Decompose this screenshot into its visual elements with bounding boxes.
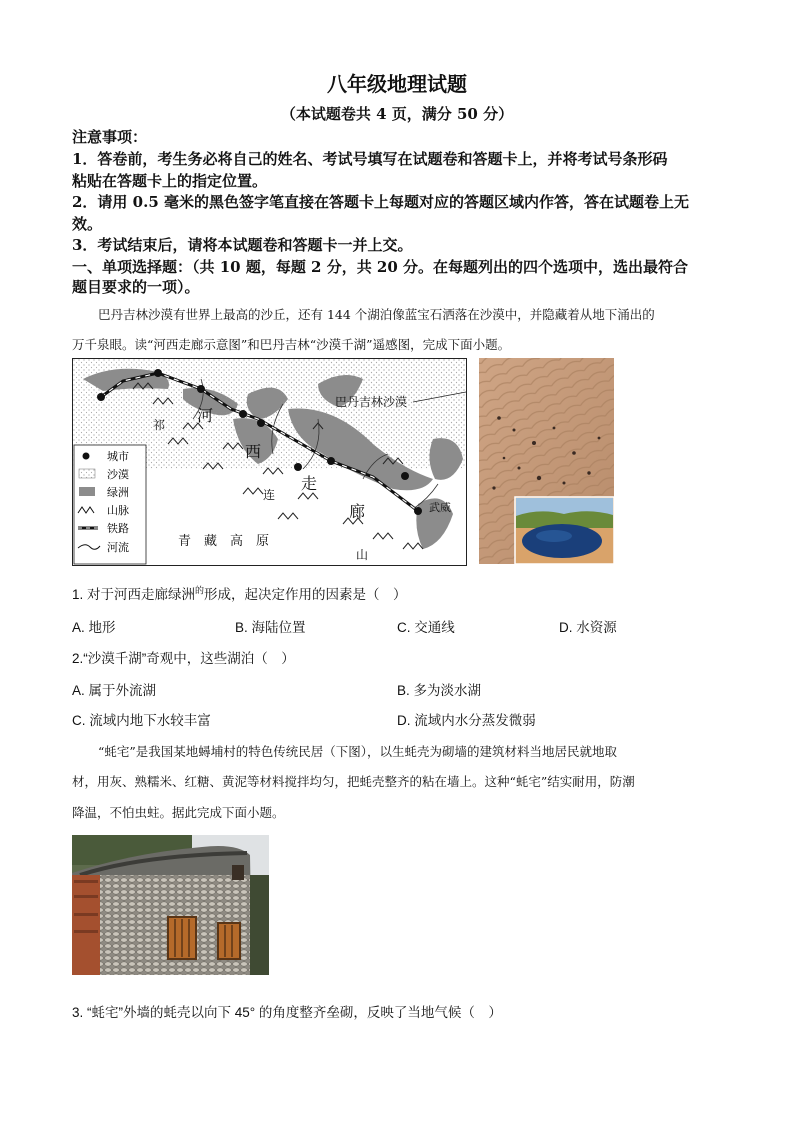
house-window-right	[218, 923, 240, 959]
qilian-char-3: 山	[356, 548, 369, 562]
legend-city: 城市	[107, 450, 129, 463]
legend-desert-symbol	[79, 469, 95, 478]
page-subtitle: （本试题卷共 4 页，满分 50 分）	[280, 105, 514, 123]
notice-item-2-line-2: 效。	[72, 215, 103, 233]
q2-option-d[interactable]: D. 流域内水分蒸发微弱	[397, 713, 536, 728]
q1-option-c[interactable]: C. 交通线	[397, 620, 455, 635]
lake-inset-photo	[515, 497, 614, 564]
legend-oasis: 绿洲	[107, 486, 129, 499]
passage-2-line-1: “蚝宅”是我国某地蟳埔村的特色传统民居（下图），以生蚝壳为砌墙的建筑材料当地居民就地取	[98, 744, 618, 759]
q1-option-b[interactable]: B. 海陆位置	[235, 620, 306, 635]
q2-option-a[interactable]: A. 属于外流湖	[72, 683, 157, 698]
legend-mountain: 山脉	[107, 504, 129, 517]
qilian-char-2: 连	[263, 488, 276, 502]
legend-railway: 铁路	[107, 522, 129, 535]
notice-item-2-line-1: 2．请用 0.5 毫米的黑色签字笔直接在答题卡上每题对应的答题区域内作答，答在试题卷上无	[72, 193, 689, 211]
legend-river: 河流	[107, 541, 129, 554]
notice-heading: 注意事项：	[72, 128, 148, 146]
section-heading-line-2: 题目要求的一项）。	[72, 278, 200, 296]
legend-city-symbol	[83, 453, 90, 460]
plateau-label: 青 藏 高 原	[178, 534, 270, 549]
q2-option-b[interactable]: B. 多为淡水湖	[397, 683, 482, 698]
hexi-corridor-map	[72, 358, 467, 566]
notice-item-1-line-2: 粘贴在答题卡上的指定位置。	[72, 172, 268, 190]
notice-item-1-line-1: 1．答卷前，考生务必将自己的姓名、考试号填写在试题卷和答题卡上，并将考试号条形码	[72, 150, 668, 168]
question-3-stem: 3. “蚝宅”外墙的蚝壳以向下 45° 的角度整齐垒砌，反映了当地气候（ ）	[72, 1005, 502, 1020]
passage-2-line-3: 降温，不怕虫蛀。据此完成下面小题。	[72, 805, 285, 820]
q1-option-d[interactable]: D. 水资源	[559, 620, 617, 635]
passage-2-line-2: 材，用灰、熟糯米、红糖、黄泥等材料搅拌均匀，把蚝壳整齐的粘在墙上。这种“蚝宅”结实耐用，防潮	[72, 774, 635, 789]
question-1-stem: 1. 对于河西走廊绿洲$^的$形成，起决定作用的因素是（ ）	[72, 585, 407, 602]
passage-1-line-2: 万千泉眼。读“河西走廊示意图”和巴丹吉林“沙漠千湖”遥感图，完成下面小题。	[72, 337, 511, 352]
oyster-shell-house-photo	[72, 835, 269, 975]
qilian-char-1: 祁	[153, 418, 166, 432]
desert-label: 巴丹吉林沙漠	[335, 395, 408, 409]
q2-option-c[interactable]: C. 流域内地下水较丰富	[72, 713, 211, 728]
corridor-char-2: 西	[245, 442, 262, 461]
corridor-char-3: 走	[301, 474, 318, 493]
question-2-stem: 2.“沙漠千湖”奇观中，这些湖泊（ ）	[72, 651, 295, 666]
section-heading-line-1: 一、单项选择题：（共 10 题，每题 2 分，共 20 分。在每题列出的四个选项中，选出最符合	[72, 258, 689, 276]
city-label-wuwei: 武威	[429, 501, 451, 514]
corridor-char-4: 廊	[349, 502, 366, 521]
corridor-char-1: 河	[197, 406, 214, 425]
desert-lakes-remote-sensing-photo	[479, 358, 614, 564]
q1-option-a[interactable]: A. 地形	[72, 620, 116, 635]
legend-oasis-symbol	[79, 487, 95, 496]
notice-item-3: 3．考试结束后，请将本试题卷和答题卡一并上交。	[72, 236, 413, 254]
legend-desert: 沙漠	[107, 468, 129, 481]
page-title: 八年级地理试题	[327, 72, 467, 96]
passage-1-line-1: 巴丹吉林沙漠有世界上最高的沙丘，还有 144 个湖泊像蓝宝石洒落在沙漠中，并隐藏着从地下涌出的	[98, 307, 655, 322]
